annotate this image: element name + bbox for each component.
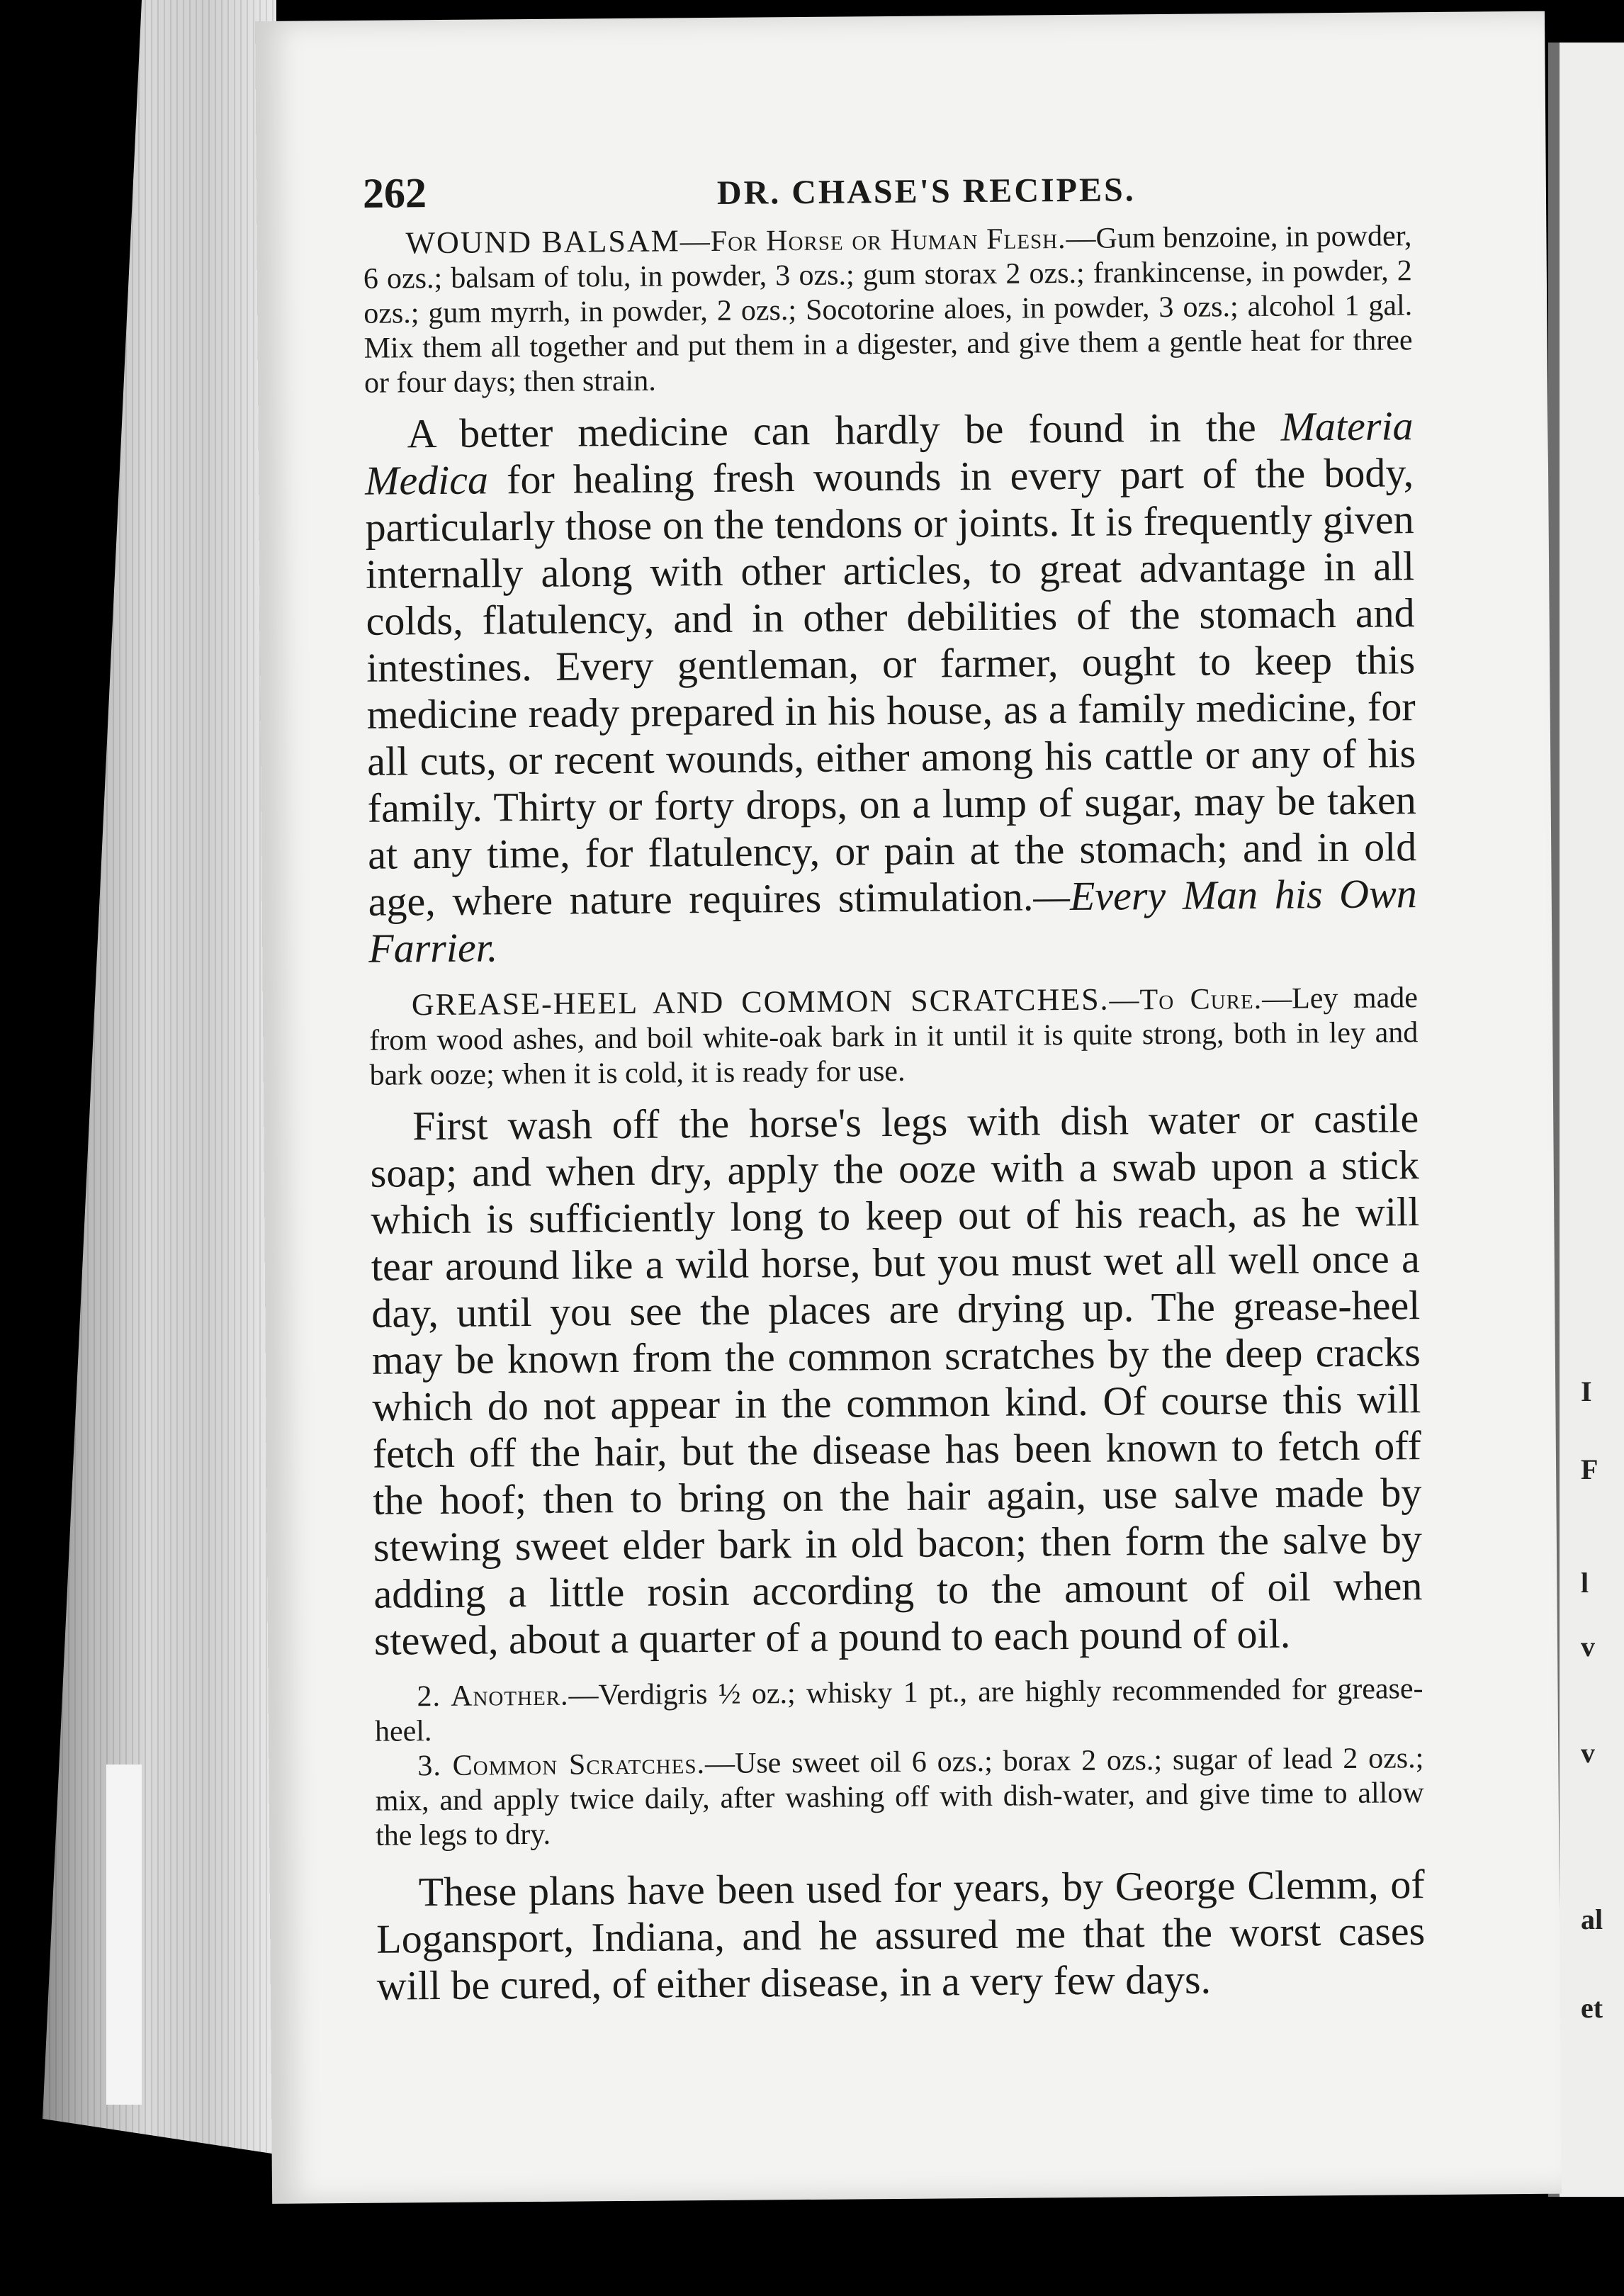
running-head: DR. CHASE'S RECIPES. — [716, 171, 1136, 212]
recipe-another — [374, 1672, 1423, 1750]
recipe-subtitle: —For Horse or Human Flesh. — [680, 223, 1066, 259]
facing-page-fragment: v — [1581, 1737, 1595, 1769]
recipe-common-scratches — [375, 1741, 1424, 1854]
recipe-ingredients: —Ley made from wood ashes, and boil white-oak bark in it until it is quite strong, both in ley and bark ooze; when it is cold, it is ready for use. — [369, 981, 1419, 1092]
recipe-grease-heel — [369, 979, 1419, 1093]
book-page — [255, 11, 1562, 2204]
recipe-ingredients: —Gum benzoine, in powder, 6 ozs.; balsam of tolu, in powder, 3 ozs.; gum storax 2 ozs.; frankincense, in powder, 2 ozs.; gum myrrh, in powder, 2 ozs.; Socotorine aloes, in powder, 3 ozs.; alcohol 1 gal. Mix them all together and put them in a digester, and give them a gentle heat for three or four days; then strain. — [363, 220, 1413, 400]
recipe-text: —Verdigris ½ oz.; whisky 1 pt., are highly recommended for grease-heel. — [374, 1672, 1423, 1748]
facing-page-fragment: l — [1581, 1567, 1589, 1599]
recipe-text: —Use sweet oil 6 ozs.; borax 2 ozs.; sugar of lead 2 ozs.; mix, and apply twice daily, after washing off with dish-water, and give time to allow the legs to dry. — [375, 1742, 1424, 1852]
body-italic: Materia Medica — [364, 403, 1414, 504]
page-number: 262 — [362, 169, 427, 217]
recipe-label: 2. Another. — [417, 1679, 569, 1713]
body-text: A better medicine can hardly be found in the — [407, 403, 1281, 457]
recipe-wound-balsam — [363, 218, 1413, 401]
recipe-subtitle: —To Cure. — [1109, 982, 1263, 1017]
facing-page-fragment: al — [1581, 1903, 1603, 1935]
book-page-edges — [43, 0, 276, 2154]
recipe-source: —Every Man his Own Farrier. — [368, 870, 1417, 972]
recipe-body — [364, 403, 1417, 972]
recipe-title: WOUND BALSAM — [405, 223, 680, 261]
page-tab — [106, 1765, 142, 2105]
page-text — [362, 140, 1426, 2010]
facing-page-fragment: v — [1581, 1631, 1595, 1662]
recipe-label: 3. Common Scratches. — [417, 1748, 706, 1783]
recipe-title: GREASE-HEEL AND COMMON SCRATCHES. — [411, 981, 1110, 1023]
page-header — [362, 140, 1411, 226]
facing-page-fragment: et — [1581, 1992, 1603, 2024]
body-text: for healing fresh wounds in every part of the body, particularly those on the tendons or joints. It is frequently given internally along with other articles, to great advantage in all colds, flatulency, and in other debilities of the stomach and intestines. Every gentleman, or farmer, ought to keep this medicine ready prepared in his house, as a family medicine, for all cuts, or recent wounds, either among his cattle or any of his family. Thirty or forty drops, on a lump of sugar, may be taken at any time, for flatulency, or pain at the stomach; and in old age, where nature requires stimulation. — [365, 449, 1417, 925]
facing-page-fragment: I — [1581, 1375, 1592, 1407]
closing-paragraph: These plans have been used for years, by George Clemm, of Logansport, Indiana, and he assured me that the worst cases will be cured, of either disease, in a very few days. — [376, 1861, 1426, 2009]
recipe-body: First wash off the horse's legs with dish water or castile soap; and when dry, apply the ooze with a swab upon a stick which is sufficiently long to keep out of his reach, as he will tear around like a wild horse, but you must wet all well once a day, until you see the places are drying up. The grease-heel may be known from the common scratches by the deep cracks which do not appear in the common kind. Of course this will fetch off the hair, but the disease has been known to fetch off the hoof; then to bring on the hair again, use salve made by stewing sweet elder bark in old bacon; then form the salve by adding a little rosin according to the amount of oil when stewed, about a quarter of a pound to each pound of oil. — [370, 1095, 1423, 1664]
facing-page-edge — [1548, 43, 1624, 2197]
facing-page-fragment: F — [1581, 1453, 1598, 1485]
